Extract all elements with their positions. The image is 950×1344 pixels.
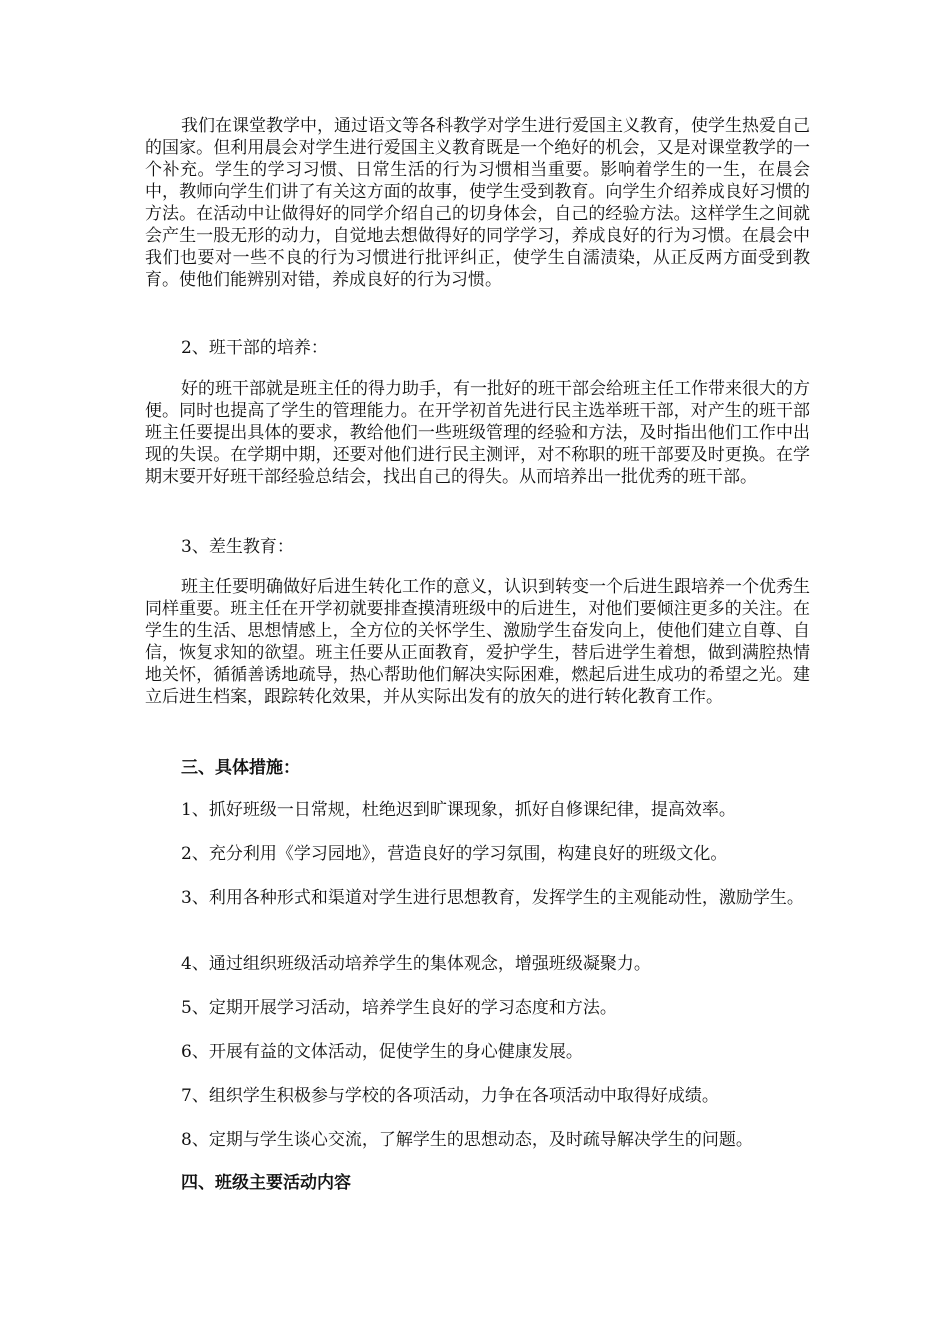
paragraph-underachiever-education: 班主任要明确做好后进生转化工作的意义，认识到转变一个后进生跟培养一个优秀生同样重要。班主任在开学初就要排查摸清班级中的后进生，对他们要倾注更多的关注。在学生的生活、思想情感上，全方位的关怀学生、激励学生奋发向上，使他们建立自尊、自信，恢复求知的欲望。班主任要从正面教育，爱护学生，替后进学生着想，做到满腔热情地关怀，循循善诱地疏导，热心帮助他们解决实际困难，燃起后进生成功的希望之光。建立后进生档案，跟踪转化效果，并从实际出发有的放矢的进行转化教育工作。	[145, 577, 810, 707]
measure-item-2: 2、充分利用《学习园地》，营造良好的学习氛围，构建良好的班级文化。	[181, 844, 728, 864]
measure-item-4: 4、通过组织班级活动培养学生的集体观念，增强班级凝聚力。	[181, 954, 651, 974]
section-heading-measures: 三、具体措施：	[181, 758, 300, 778]
subheading-underachiever-education: 3、差生教育：	[181, 537, 294, 557]
measure-item-5: 5、定期开展学习活动，培养学生良好的学习态度和方法。	[181, 998, 617, 1018]
paragraph-patriotic-education: 我们在课堂教学中，通过语文等各科教学对学生进行爱国主义教育，使学生热爱自己的国家。但利用晨会对学生进行爱国主义教育既是一个绝好的机会，又是对课堂教学的一个补充。学生的学习习惯、日常生活的行为习惯相当重要。影响着学生的一生，在晨会中，教师向学生们讲了有关这方面的故事，使学生受到教育。向学生介绍养成良好习惯的方法。在活动中让做得好的同学介绍自己的切身体会，自己的经验方法。这样学生之间就会产生一股无形的动力，自觉地去想做得好的同学学习，养成良好的行为习惯。在晨会中我们也要对一些不良的行为习惯进行批评纠正，使学生自濡渍染，从正反两方面受到教育。使他们能辨别对错，养成良好的行为习惯。	[145, 116, 810, 290]
measure-item-8: 8、定期与学生谈心交流，了解学生的思想动态，及时疏导解决学生的问题。	[181, 1130, 753, 1150]
measure-item-7: 7、组织学生积极参与学校的各项活动，力争在各项活动中取得好成绩。	[181, 1086, 719, 1106]
subheading-class-cadre: 2、班干部的培养：	[181, 338, 328, 358]
measure-item-6: 6、开展有益的文体活动，促使学生的身心健康发展。	[181, 1042, 583, 1062]
section-heading-activities: 四、班级主要活动内容	[181, 1173, 351, 1193]
paragraph-class-cadre: 好的班干部就是班主任的得力助手，有一批好的班干部会给班主任工作带来很大的方便。同时也提高了学生的管理能力。在开学初首先进行民主选举班干部，对产生的班干部班主任要提出具体的要求，教给他们一些班级管理的经验和方法，及时指出他们工作中出现的失误。在学期中期，还要对他们进行民主测评，对不称职的班干部要及时更换。在学期末要开好班干部经验总结会，找出自己的得失。从而培养出一批优秀的班干部。	[145, 379, 810, 487]
measure-item-3: 3、利用各种形式和渠道对学生进行思想教育，发挥学生的主观能动性，激励学生。	[181, 888, 804, 908]
measure-item-1: 1、抓好班级一日常规，杜绝迟到旷课现象，抓好自修课纪律，提高效率。	[181, 800, 736, 820]
